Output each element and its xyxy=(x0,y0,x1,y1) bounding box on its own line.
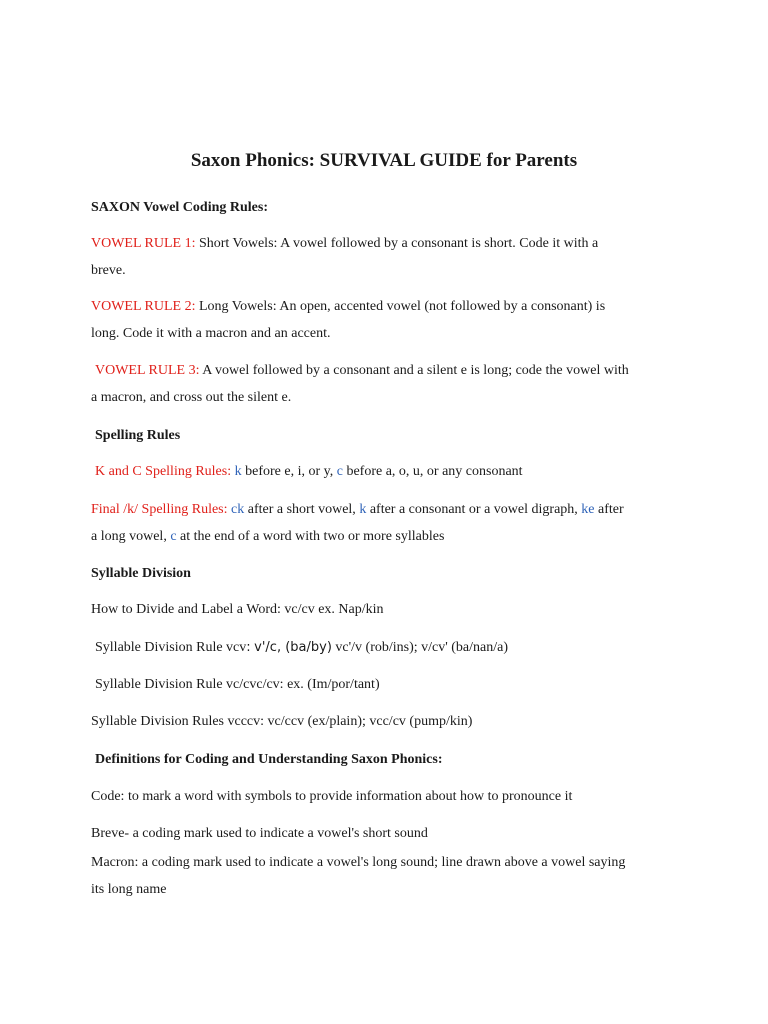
vowel-rule-2 xyxy=(91,298,605,316)
vowel-rule-3-text: A vowel followed by a consonant and a silent e is long; code the vowel with xyxy=(199,363,629,378)
vowel-rule-1-label: VOWEL RULE 1: xyxy=(91,236,196,251)
vowel-rule-2-continuation: long. Code it with a macron and an accent. xyxy=(91,326,331,341)
final-k-rule-line2-start: a long vowel, xyxy=(91,529,167,544)
kc-spelling-rule xyxy=(95,463,523,481)
final-k-rule-k: k xyxy=(359,502,367,517)
definition-code: Code: to mark a word with symbols to provide information about how to pronounce it xyxy=(91,789,573,804)
vowel-rule-3 xyxy=(95,362,629,380)
vowel-rule-1-continuation: breve. xyxy=(91,263,126,278)
vowel-rules-heading: SAXON Vowel Coding Rules: xyxy=(91,200,268,215)
vccvcv-rule: Syllable Division Rule vc/cvc/cv: ex. (Im/por/tant) xyxy=(95,677,380,692)
spelling-rules-heading: Spelling Rules xyxy=(95,428,181,443)
final-k-rule-text1: after a short vowel, xyxy=(244,502,356,517)
page-title: Saxon Phonics: SURVIVAL GUIDE for Parents xyxy=(190,150,578,171)
vcv-rule-rest: vc'/v (rob/ins); v/cv' (ba/nan/a) xyxy=(331,640,509,655)
syllable-division-heading: Syllable Division xyxy=(91,566,191,581)
final-k-rule-text3: after xyxy=(594,502,624,517)
kc-rule-k: k xyxy=(234,464,242,479)
definitions-heading: Definitions for Coding and Understanding Saxon Phonics: xyxy=(95,752,443,767)
divide-label-rule: How to Divide and Label a Word: vc/cv ex. Nap/kin xyxy=(91,602,384,617)
kc-rule-text1: before e, i, or y, xyxy=(241,464,337,479)
final-k-rule-ke: ke xyxy=(581,502,595,517)
final-k-spelling-rule-continuation xyxy=(91,528,444,546)
vcv-rule-colon: : xyxy=(246,640,251,655)
vowel-rule-1 xyxy=(91,235,598,253)
vowel-rule-2-label: VOWEL RULE 2: xyxy=(91,299,196,314)
definition-macron: Macron: a coding mark used to indicate a vowel's long sound; line drawn above a vowel saying xyxy=(91,855,626,870)
vcv-rule xyxy=(95,639,508,657)
final-k-rule-line2-end: at the end of a word with two or more syllables xyxy=(176,529,445,544)
vcv-rule-label: Syllable Division Rule vcv xyxy=(95,640,247,655)
vcccv-rule: Syllable Division Rules vcccv: vc/ccv (ex/plain); vcc/cv (pump/kin) xyxy=(91,714,473,729)
final-k-rule-c: c xyxy=(170,529,177,544)
final-k-rule-ck: ck xyxy=(231,502,245,517)
vowel-rule-3-label: VOWEL RULE 3: xyxy=(95,363,200,378)
kc-rule-text2: before a, o, u, or any consonant xyxy=(342,464,523,479)
kc-rule-c: c xyxy=(336,464,343,479)
definition-breve: Breve- a coding mark used to indicate a vowel's short sound xyxy=(91,826,428,841)
vowel-rule-2-text: Long Vowels: An open, accented vowel (not followed by a consonant) is xyxy=(195,299,606,314)
final-k-spelling-rule xyxy=(91,501,624,519)
final-k-rule-text2: after a consonant or a vowel digraph, xyxy=(366,502,578,517)
vowel-rule-1-text: Short Vowels: A vowel followed by a consonant is short. Code it with a xyxy=(195,236,599,251)
kc-rule-label: K and C Spelling Rules: xyxy=(95,464,232,479)
vcv-rule-examples: v'/c, (ba/by) xyxy=(254,640,332,655)
final-k-rule-label: Final /k/ Spelling Rules: xyxy=(91,502,228,517)
definition-macron-continuation: its long name xyxy=(91,882,167,897)
vowel-rule-3-continuation: a macron, and cross out the silent e. xyxy=(91,390,292,405)
